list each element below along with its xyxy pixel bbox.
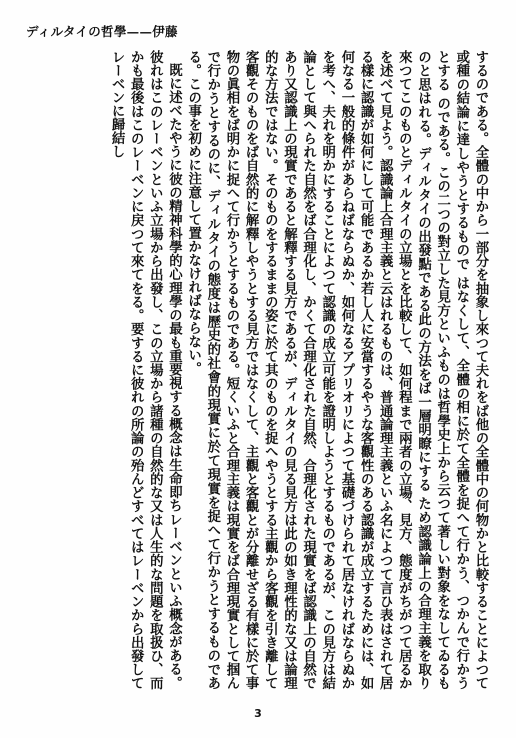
body-text-column: [20, 50, 490, 690]
running-title: ディルタイの哲學——伊藤: [26, 24, 178, 39]
page-number: 3: [254, 707, 262, 720]
paragraph-1: するのである。全體の中から一部分を抽象し來つて夫れをば他の全體中の何物かと比較することによつて或種の結論に達しやうとするもので はなくして、全體の相に於て全體を捉へて行かう、つかんで行かうとする のである。この二つの對立した見方といふものは哲學史上から云つて著しい對象をなしてゐるものと思はれる。ディルタイの出發點である此の方法をば一層明瞭にする ため認識論上の合理主義を取り來つてこのものとディルタイの立場とを比較して、如何程まで兩者の立場、見方、態度がちがつて居るかを述べて見よう。認識論上合理主義と云はれるものは、普通論理主義といふ名によつて言ひ表はされて居る樣に認識が如何にして可能であるか若し人に安當するやうな客觀性のある認識が成立するためには、如何なる一般的條件があらねばならぬか、如何なるアプリオリによつて基礎づけられて居なければならぬかを考へ、夫れを明かにすることによつて認識の成立可能を證明しようとするものであるが、この見方は結論として與へられた自然をば合理化し、かくて合理化された自然、合理化された現實をば認識上の自然であり又認識上の現實であると解釋する見方であるが、ディルタイの見る見方は此の如き理性的な又は論理的な方法ではない。そのものをするままの姿に於て其のものを捉へやうとする主觀から客觀を引き離して客觀そのものをば自然的に解釋しやうとする見方ではなくして、主觀と客觀とが分離せざる有樣に於て事物の眞相をば明かに捉へて行かうとするものである。短くいふと合理主義は現實をば合理現實として掴んで行かうとするのに、ディルタイの態度は歷史的社會的現實に於て現實を捉へて行かうとするものである。この事を初めに注意して置かなければならない。: [185, 50, 489, 690]
paragraph-2: 既に述べたやうに彼の精神科學的心理學の最も重要視する概念は生命即ちレーベンといふ概念がある。彼れはこのレーベンといふ立場から出發し、この立場から諸種の自然的な又は人生的な問題を取扱ひ、而かも最後はこのレーベンに戻つて來てをる。要するに彼れの所論の殆んどすべてはレーベンから出發してレーベンに歸結し: [109, 50, 183, 690]
